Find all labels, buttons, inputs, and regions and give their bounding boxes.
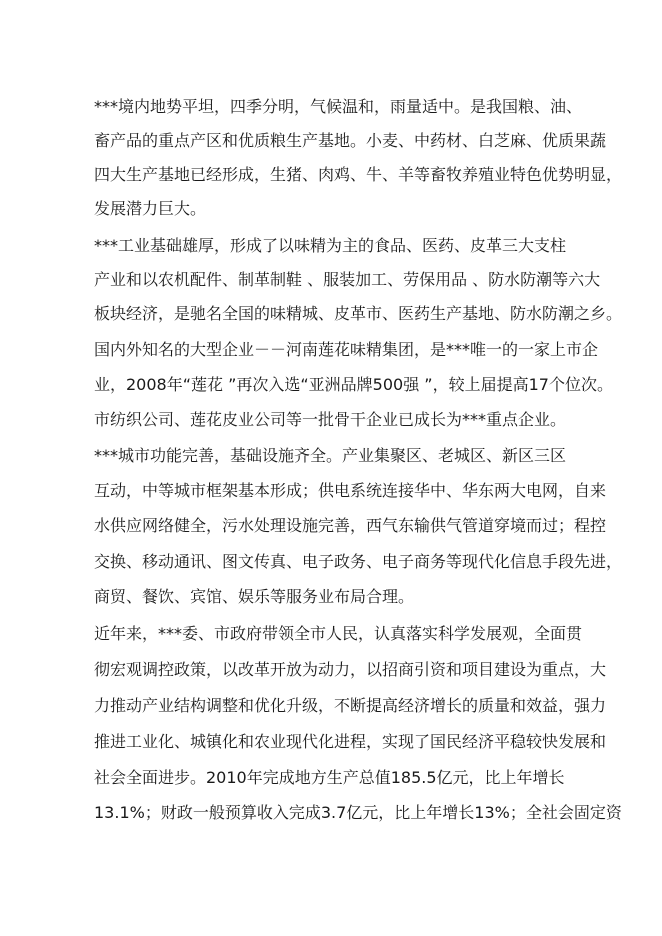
paragraph-4-line-5: 社会全面进步。2010年完成地方生产总值185.5亿元，比上年增长 [94,768,565,787]
paragraph-2-line-3: 板块经济，是驰名全国的味精城、皮革市、医药生产基地、防水防潮之乡。 [94,304,623,323]
paragraph-4-line-3: 力推动产业结构调整和优化升级，不断提高经济增长的质量和效益，强力 [94,696,607,715]
paragraph-3-line-4: 交换、移动通讯、图文传真、电子政务、电子商务等现代化信息手段先进， [94,552,623,571]
paragraph-3-line-3: 水供应网络健全，污水处理设施完善，西气东输供气管道穿境而过；程控 [94,516,607,535]
paragraph-2-line-4: 国内外知名的大型企业－－河南莲花味精集团，是***唯一的一家上市企 [94,340,599,359]
paragraph-4-line-2: 彻宏观调控政策，以改革开放为动力，以招商引资和项目建设为重点，大 [94,660,607,679]
paragraph-1-line-4: 发展潜力巨大。 [94,199,207,218]
paragraph-4-line-4: 推进工业化、城镇化和农业现代化进程，实现了国民经济平稳较快发展和 [94,732,607,751]
paragraph-4-line-6: 13.1%；财政一般预算收入完成3.7亿元，比上年增长13%；全社会固定资 [94,803,622,822]
paragraph-3-line-1: ***城市功能完善，基础设施齐全。产业集聚区、老城区、新区三区 [94,446,567,465]
paragraph-1-line-1: ***境内地势平坦，四季分明，气候温和，雨量适中。是我国粮、油、 [94,97,583,116]
paragraph-4-line-1: 近年来，***委、市政府带领全市人民，认真落实科学发展观，全面贯 [94,624,583,643]
paragraph-2-line-6: 市纺织公司、莲花皮业公司等一批骨干企业已成长为***重点企业。 [94,410,567,429]
paragraph-3-line-5: 商贸、餐饮、宾馆、娱乐等服务业布局合理。 [94,587,415,606]
paragraph-1-line-2: 畜产品的重点产区和优质粮生产基地。小麦、中药材、白芝麻、优质果蔬 [94,131,607,150]
paragraph-1-line-3: 四大生产基地已经形成，生猪、肉鸡、牛、羊等畜牧养殖业特色优势明显， [94,165,623,184]
paragraph-2-line-2: 产业和以农机配件、制革制鞋 、服装加工、劳保用品 、防水防潮等六大 [94,270,601,289]
paragraph-2-line-5: 业，2008年“莲花 ”再次入选“亚洲品牌500强 ”，较上届提高17个位次。 [94,375,613,394]
paragraph-2-line-1: ***工业基础雄厚，形成了以味精为主的食品、医药、皮革三大支柱 [94,236,567,255]
paragraph-3-line-2: 互动，中等城市框架基本形成；供电系统连接华中、华东两大电网，自来 [94,481,607,500]
